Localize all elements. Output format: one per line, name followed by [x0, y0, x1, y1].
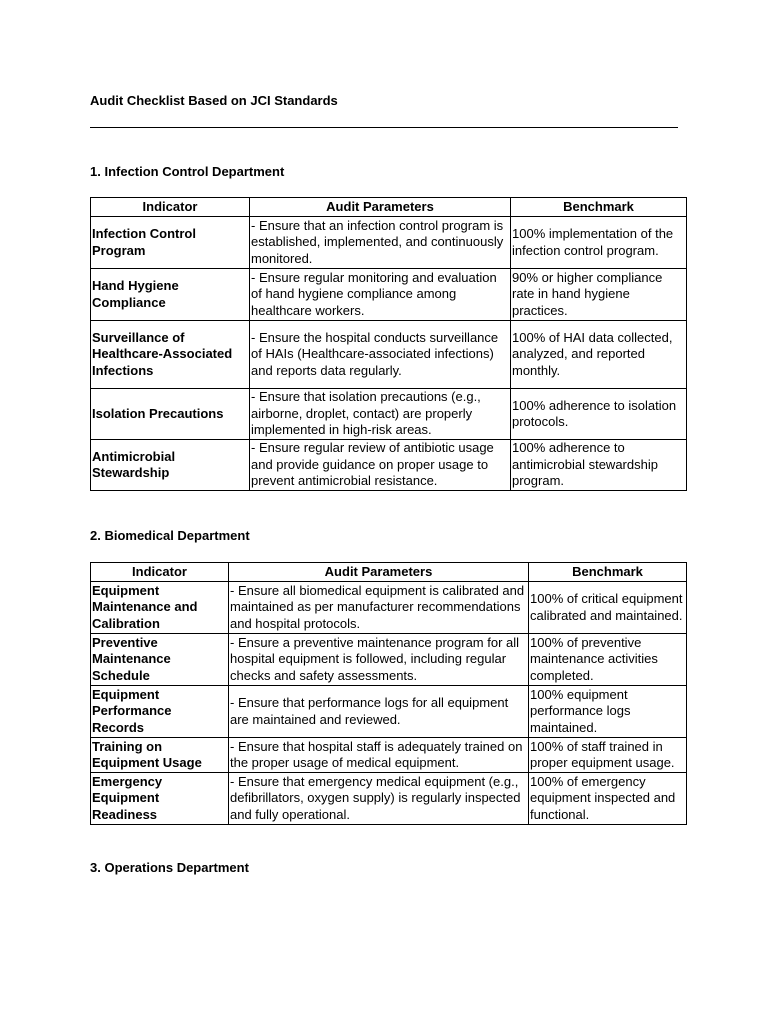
- indicator-cell: Isolation Precautions: [91, 389, 250, 440]
- indicator-cell: Preventive Maintenance Schedule: [91, 634, 229, 686]
- audit-parameter-cell: - Ensure that performance logs for all equipment are maintained and reviewed.: [229, 686, 529, 738]
- column-header-indicator: Indicator: [91, 563, 229, 582]
- benchmark-cell: 100% implementation of the infection control program.: [511, 217, 687, 269]
- title-divider: [90, 127, 678, 128]
- benchmark-cell: 100% of preventive maintenance activities completed.: [529, 634, 687, 686]
- infection-control-table: [90, 197, 687, 491]
- audit-parameter-cell: - Ensure all biomedical equipment is calibrated and maintained as per manufacturer recommendations and hospital protocols.: [229, 582, 529, 634]
- section-heading-infection-control: 1. Infection Control Department: [90, 164, 285, 179]
- biomedical-table: [90, 562, 687, 825]
- indicator-cell: Training on Equipment Usage: [91, 738, 229, 773]
- audit-parameter-cell: - Ensure that an infection control program is established, implemented, and continuously monitored.: [250, 217, 511, 269]
- audit-parameter-cell: - Ensure regular review of antibiotic usage and provide guidance on proper usage to prevent antimicrobial resistance.: [250, 440, 511, 491]
- audit-parameter-cell: - Ensure that emergency medical equipment (e.g., defibrillators, oxygen supply) is regularly inspected and fully operational.: [229, 773, 529, 825]
- benchmark-cell: 100% equipment performance logs maintained.: [529, 686, 687, 738]
- benchmark-cell: 90% or higher compliance rate in hand hygiene practices.: [511, 269, 687, 321]
- indicator-cell: Emergency Equipment Readiness: [91, 773, 229, 825]
- document-title: Audit Checklist Based on JCI Standards: [90, 93, 338, 108]
- table-row: [91, 582, 687, 634]
- audit-parameter-cell: - Ensure that hospital staff is adequately trained on the proper usage of medical equipment.: [229, 738, 529, 773]
- table-row: [91, 440, 687, 491]
- indicator-cell: Equipment Maintenance and Calibration: [91, 582, 229, 634]
- column-header-benchmark: Benchmark: [529, 563, 687, 582]
- table-row: [91, 269, 687, 321]
- column-header-benchmark: Benchmark: [511, 198, 687, 217]
- benchmark-cell: 100% of HAI data collected, analyzed, and reported monthly.: [511, 321, 687, 389]
- indicator-cell: Hand Hygiene Compliance: [91, 269, 250, 321]
- table-row: [91, 217, 687, 269]
- audit-parameter-cell: - Ensure the hospital conducts surveillance of HAIs (Healthcare-associated infections) and reports data regularly.: [250, 321, 511, 389]
- audit-parameter-cell: - Ensure regular monitoring and evaluation of hand hygiene compliance among healthcare workers.: [250, 269, 511, 321]
- benchmark-cell: 100% of emergency equipment inspected and functional.: [529, 773, 687, 825]
- section-heading-biomedical: 2. Biomedical Department: [90, 528, 250, 543]
- column-header-audit-parameters: Audit Parameters: [250, 198, 511, 217]
- table-row: [91, 738, 687, 773]
- column-header-audit-parameters: Audit Parameters: [229, 563, 529, 582]
- indicator-cell: Equipment Performance Records: [91, 686, 229, 738]
- benchmark-cell: 100% of critical equipment calibrated and maintained.: [529, 582, 687, 634]
- benchmark-cell: 100% of staff trained in proper equipment usage.: [529, 738, 687, 773]
- benchmark-cell: 100% adherence to isolation protocols.: [511, 389, 687, 440]
- indicator-cell: Surveillance of Healthcare-Associated Infections: [91, 321, 250, 389]
- table-row: [91, 773, 687, 825]
- indicator-cell: Antimicrobial Stewardship: [91, 440, 250, 491]
- column-header-indicator: Indicator: [91, 198, 250, 217]
- table-header-row: [91, 563, 687, 582]
- audit-parameter-cell: - Ensure a preventive maintenance program for all hospital equipment is followed, including regular checks and safety assessments.: [229, 634, 529, 686]
- indicator-cell: Infection Control Program: [91, 217, 250, 269]
- audit-parameter-cell: - Ensure that isolation precautions (e.g., airborne, droplet, contact) are properly implemented in high-risk areas.: [250, 389, 511, 440]
- table-row: [91, 634, 687, 686]
- benchmark-cell: 100% adherence to antimicrobial stewardship program.: [511, 440, 687, 491]
- table-header-row: [91, 198, 687, 217]
- table-row: [91, 389, 687, 440]
- section-heading-operations: 3. Operations Department: [90, 860, 249, 875]
- table-row: [91, 686, 687, 738]
- table-row: [91, 321, 687, 389]
